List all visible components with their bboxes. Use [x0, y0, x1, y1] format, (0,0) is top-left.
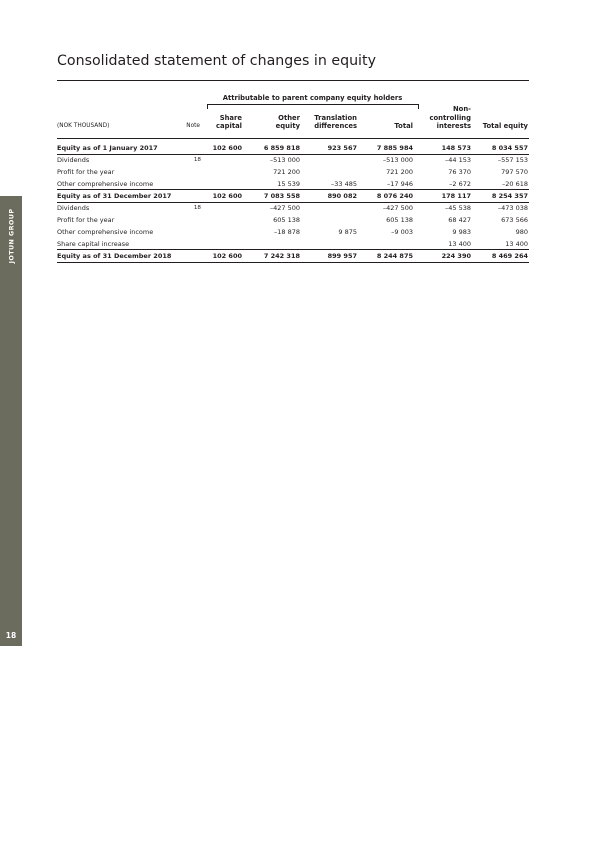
- non-controlling-cell: –44 153: [445, 156, 471, 164]
- unit-header: (NOK THOUSAND): [57, 123, 110, 130]
- non-controlling-cell: 224 390: [441, 252, 471, 260]
- note-header: Note: [186, 123, 200, 130]
- row-label: Other comprehensive income: [57, 180, 154, 188]
- other-equity-cell: 605 138: [273, 216, 300, 224]
- non-controlling-cell: 148 573: [441, 144, 471, 152]
- translation-cell: –33 485: [331, 180, 357, 188]
- other-equity-cell: 721 200: [273, 168, 300, 176]
- note-cell: 18: [193, 205, 201, 211]
- group-header: Attributable to parent company equity holders: [222, 94, 403, 102]
- row-label: Share capital increase: [57, 240, 130, 248]
- translation-header: Translation differences: [314, 113, 357, 131]
- total-equity-cell: 8 254 357: [491, 192, 528, 200]
- table-row: [57, 166, 529, 178]
- total-cell: 721 200: [386, 168, 413, 176]
- other-equity-cell: –513 000: [269, 156, 300, 164]
- side-section-label: [0, 200, 22, 272]
- other-equity-header: Other equity: [275, 113, 300, 131]
- table-row: [57, 189, 529, 203]
- translation-cell: 899 957: [327, 252, 357, 260]
- title-rule: [57, 80, 529, 81]
- total-equity-cell: –473 038: [497, 204, 528, 212]
- translation-cell: 9 875: [338, 228, 357, 236]
- other-equity-cell: 6 859 818: [263, 144, 300, 152]
- other-equity-cell: –427 500: [269, 204, 300, 212]
- total-equity-cell: 673 566: [501, 216, 528, 224]
- row-label: Dividends: [57, 156, 90, 164]
- other-equity-cell: 7 083 558: [263, 192, 300, 200]
- note-cell: 18: [193, 157, 201, 163]
- total-cell: 8 076 240: [376, 192, 413, 200]
- table-row: [57, 202, 529, 214]
- other-equity-cell: 7 242 318: [263, 252, 300, 260]
- non-controlling-cell: 13 400: [448, 240, 471, 248]
- total-cell: –9 003: [391, 228, 413, 236]
- total-equity-cell: –557 153: [497, 156, 528, 164]
- header-rule: [57, 138, 529, 139]
- row-label: Dividends: [57, 204, 90, 212]
- non-controlling-header: Non- controlling interests: [429, 105, 471, 131]
- total-cell: 605 138: [386, 216, 413, 224]
- side-section-label-text: JOTUN GROUP: [7, 208, 15, 264]
- row-label: Equity as of 1 January 2017: [57, 144, 158, 152]
- total-cell: 8 244 875: [376, 252, 413, 260]
- total-equity-cell: 8 469 264: [491, 252, 528, 260]
- other-equity-cell: –18 878: [274, 228, 300, 236]
- total-cell: –17 946: [387, 180, 413, 188]
- total-equity-cell: 980: [515, 228, 528, 236]
- table-row: [57, 154, 529, 166]
- non-controlling-cell: 178 117: [441, 192, 471, 200]
- note-cell: [177, 250, 201, 262]
- row-label: Profit for the year: [57, 168, 115, 176]
- translation-cell: 890 082: [327, 192, 357, 200]
- share-capital-cell: 102 600: [212, 252, 242, 260]
- translation-cell: 923 567: [327, 144, 357, 152]
- note-cell: [177, 214, 201, 226]
- table-row: [57, 249, 529, 263]
- total-equity-header: Total equity: [482, 122, 528, 131]
- total-cell: 7 885 984: [376, 144, 413, 152]
- row-label: Equity as of 31 December 2017: [57, 192, 172, 200]
- total-equity-cell: 8 034 557: [491, 144, 528, 152]
- share-capital-cell: 102 600: [212, 192, 242, 200]
- row-label: Profit for the year: [57, 216, 115, 224]
- total-cell: –427 500: [382, 204, 413, 212]
- note-cell: [177, 142, 201, 154]
- total-equity-cell: 797 570: [501, 168, 528, 176]
- page-title: Consolidated statement of changes in equity: [57, 53, 376, 69]
- row-label: Equity as of 31 December 2018: [57, 252, 172, 260]
- page-number: 18: [5, 631, 17, 640]
- total-equity-cell: –20 618: [502, 180, 528, 188]
- non-controlling-cell: –45 538: [445, 204, 471, 212]
- non-controlling-cell: 9 983: [452, 228, 471, 236]
- note-cell: [177, 166, 201, 178]
- share-capital-cell: 102 600: [212, 144, 242, 152]
- total-cell: –513 000: [382, 156, 413, 164]
- table-row: [57, 226, 529, 238]
- note-cell: [177, 190, 201, 202]
- non-controlling-cell: 68 427: [448, 216, 471, 224]
- row-label: Other comprehensive income: [57, 228, 154, 236]
- non-controlling-cell: –2 672: [449, 180, 471, 188]
- non-controlling-cell: 76 370: [448, 168, 471, 176]
- total-header: Total: [394, 122, 413, 131]
- total-equity-cell: 13 400: [505, 240, 528, 248]
- note-cell: [177, 226, 201, 238]
- share-capital-header: Share capital: [216, 113, 242, 131]
- other-equity-cell: 15 539: [277, 180, 300, 188]
- table-row: [57, 214, 529, 226]
